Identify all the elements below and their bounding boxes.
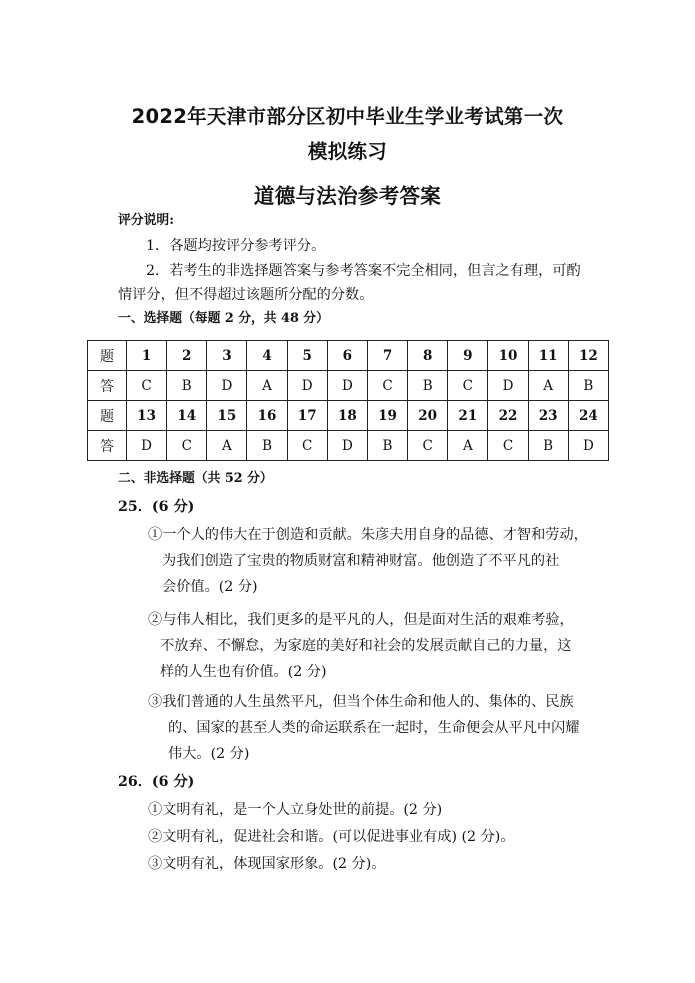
- row-label-question: 题: [88, 401, 127, 431]
- q25-point-1-line-2: 为我们创造了宝贵的物质财富和精神财富。他创造了不平凡的社: [162, 553, 560, 569]
- answer-cell: C: [287, 431, 327, 461]
- answer-cell: A: [448, 431, 488, 461]
- question-number: 10: [488, 341, 528, 371]
- q25-point-2-line-3: 样的人生也有价值。(2 分): [160, 664, 327, 680]
- table-row-answers-2: [88, 431, 609, 461]
- question-number: 1: [127, 341, 167, 371]
- title-line-2: 模拟练习: [307, 140, 388, 163]
- question-number: 13: [127, 401, 167, 431]
- q25-point-3-line-3: 伟大。(2 分): [168, 746, 250, 762]
- answer-cell: A: [207, 431, 247, 461]
- q26-label: 26．(6 分): [118, 774, 195, 790]
- answer-cell: B: [247, 431, 287, 461]
- q25-point-3-line-1: ③我们普通的人生虽然平凡，但当个体生命和他人的、集体的、民族: [148, 694, 574, 710]
- answer-cell: A: [528, 371, 568, 401]
- q25-point-1-line-3: 会价值。(2 分): [162, 579, 258, 595]
- answer-cell: B: [367, 431, 407, 461]
- answer-cell: D: [327, 371, 367, 401]
- q25-label: 25．(6 分): [118, 499, 195, 515]
- question-number: 15: [207, 401, 247, 431]
- question-number: 2: [167, 341, 207, 371]
- question-number: 6: [327, 341, 367, 371]
- q26-point-3: ③文明有礼，体现国家形象。(2 分)。: [148, 856, 386, 872]
- q25-point-3-line-2: 的、国家的甚至人类的命运联系在一起时，生命便会从平凡中闪耀: [168, 720, 580, 736]
- answer-cell: C: [127, 371, 167, 401]
- row-label-question: 题: [88, 341, 127, 371]
- question-number: 9: [448, 341, 488, 371]
- question-number: 16: [247, 401, 287, 431]
- question-number: 22: [488, 401, 528, 431]
- section-2-heading: 二、非选择题（共 52 分）: [118, 471, 273, 486]
- answer-cell: A: [247, 371, 287, 401]
- answer-cell: D: [287, 371, 327, 401]
- table-row-answers-1: [88, 371, 609, 401]
- answer-cell: B: [167, 371, 207, 401]
- answer-cell: D: [327, 431, 367, 461]
- scoring-note-2-line-1: 2．若考生的非选择题答案与参考答案不完全相同，但言之有理，可酌: [146, 263, 581, 279]
- answer-cell: D: [207, 371, 247, 401]
- question-number: 4: [247, 341, 287, 371]
- answer-cell: C: [448, 371, 488, 401]
- answer-cell: C: [367, 371, 407, 401]
- scoring-note-2-line-2: 情评分，但不得超过该题所分配的分数。: [118, 287, 374, 303]
- answer-cell: C: [167, 431, 207, 461]
- question-number: 18: [327, 401, 367, 431]
- answer-cell: B: [568, 371, 608, 401]
- table-row-numbers-2: [88, 401, 609, 431]
- question-number: 3: [207, 341, 247, 371]
- q25-point-1-line-1: ①一个人的伟大在于创造和贡献。朱彦夫用自身的品德、才智和劳动，: [148, 527, 588, 543]
- section-1-heading: 一、选择题（每题 2 分，共 48 分）: [118, 311, 329, 326]
- question-number: 8: [408, 341, 448, 371]
- scoring-heading: 评分说明:: [118, 213, 174, 228]
- question-number: 11: [528, 341, 568, 371]
- row-label-answer: 答: [88, 431, 127, 461]
- question-number: 23: [528, 401, 568, 431]
- table-row-numbers-1: [88, 341, 609, 371]
- answer-cell: B: [408, 371, 448, 401]
- answer-cell: B: [528, 431, 568, 461]
- answer-cell: C: [488, 431, 528, 461]
- answer-cell: D: [568, 431, 608, 461]
- question-number: 7: [367, 341, 407, 371]
- question-number: 14: [167, 401, 207, 431]
- question-number: 21: [448, 401, 488, 431]
- question-number: 5: [287, 341, 327, 371]
- answer-cell: C: [408, 431, 448, 461]
- q25-point-2-line-2: 不放弃、不懈怠，为家庭的美好和社会的发展贡献自己的力量，这: [160, 638, 572, 654]
- answer-cell: D: [127, 431, 167, 461]
- scoring-note-1: 1．各题均按评分参考评分。: [146, 238, 326, 254]
- question-number: 24: [568, 401, 608, 431]
- question-number: 20: [408, 401, 448, 431]
- question-number: 17: [287, 401, 327, 431]
- answer-cell: D: [488, 371, 528, 401]
- question-number: 19: [367, 401, 407, 431]
- answer-table: [87, 340, 609, 461]
- q25-point-2-line-1: ②与伟人相比，我们更多的是平凡的人，但是面对生活的艰难考验，: [148, 612, 574, 628]
- title-line-1: 2022年天津市部分区初中毕业生学业考试第一次: [131, 105, 564, 128]
- question-number: 12: [568, 341, 608, 371]
- row-label-answer: 答: [88, 371, 127, 401]
- subtitle: 道德与法治参考答案: [253, 184, 442, 208]
- q26-point-1: ①文明有礼，是一个人立身处世的前提。(2 分): [148, 802, 443, 818]
- q26-point-2: ②文明有礼，促进社会和谐。(可以促进事业有成) (2 分)。: [148, 829, 515, 845]
